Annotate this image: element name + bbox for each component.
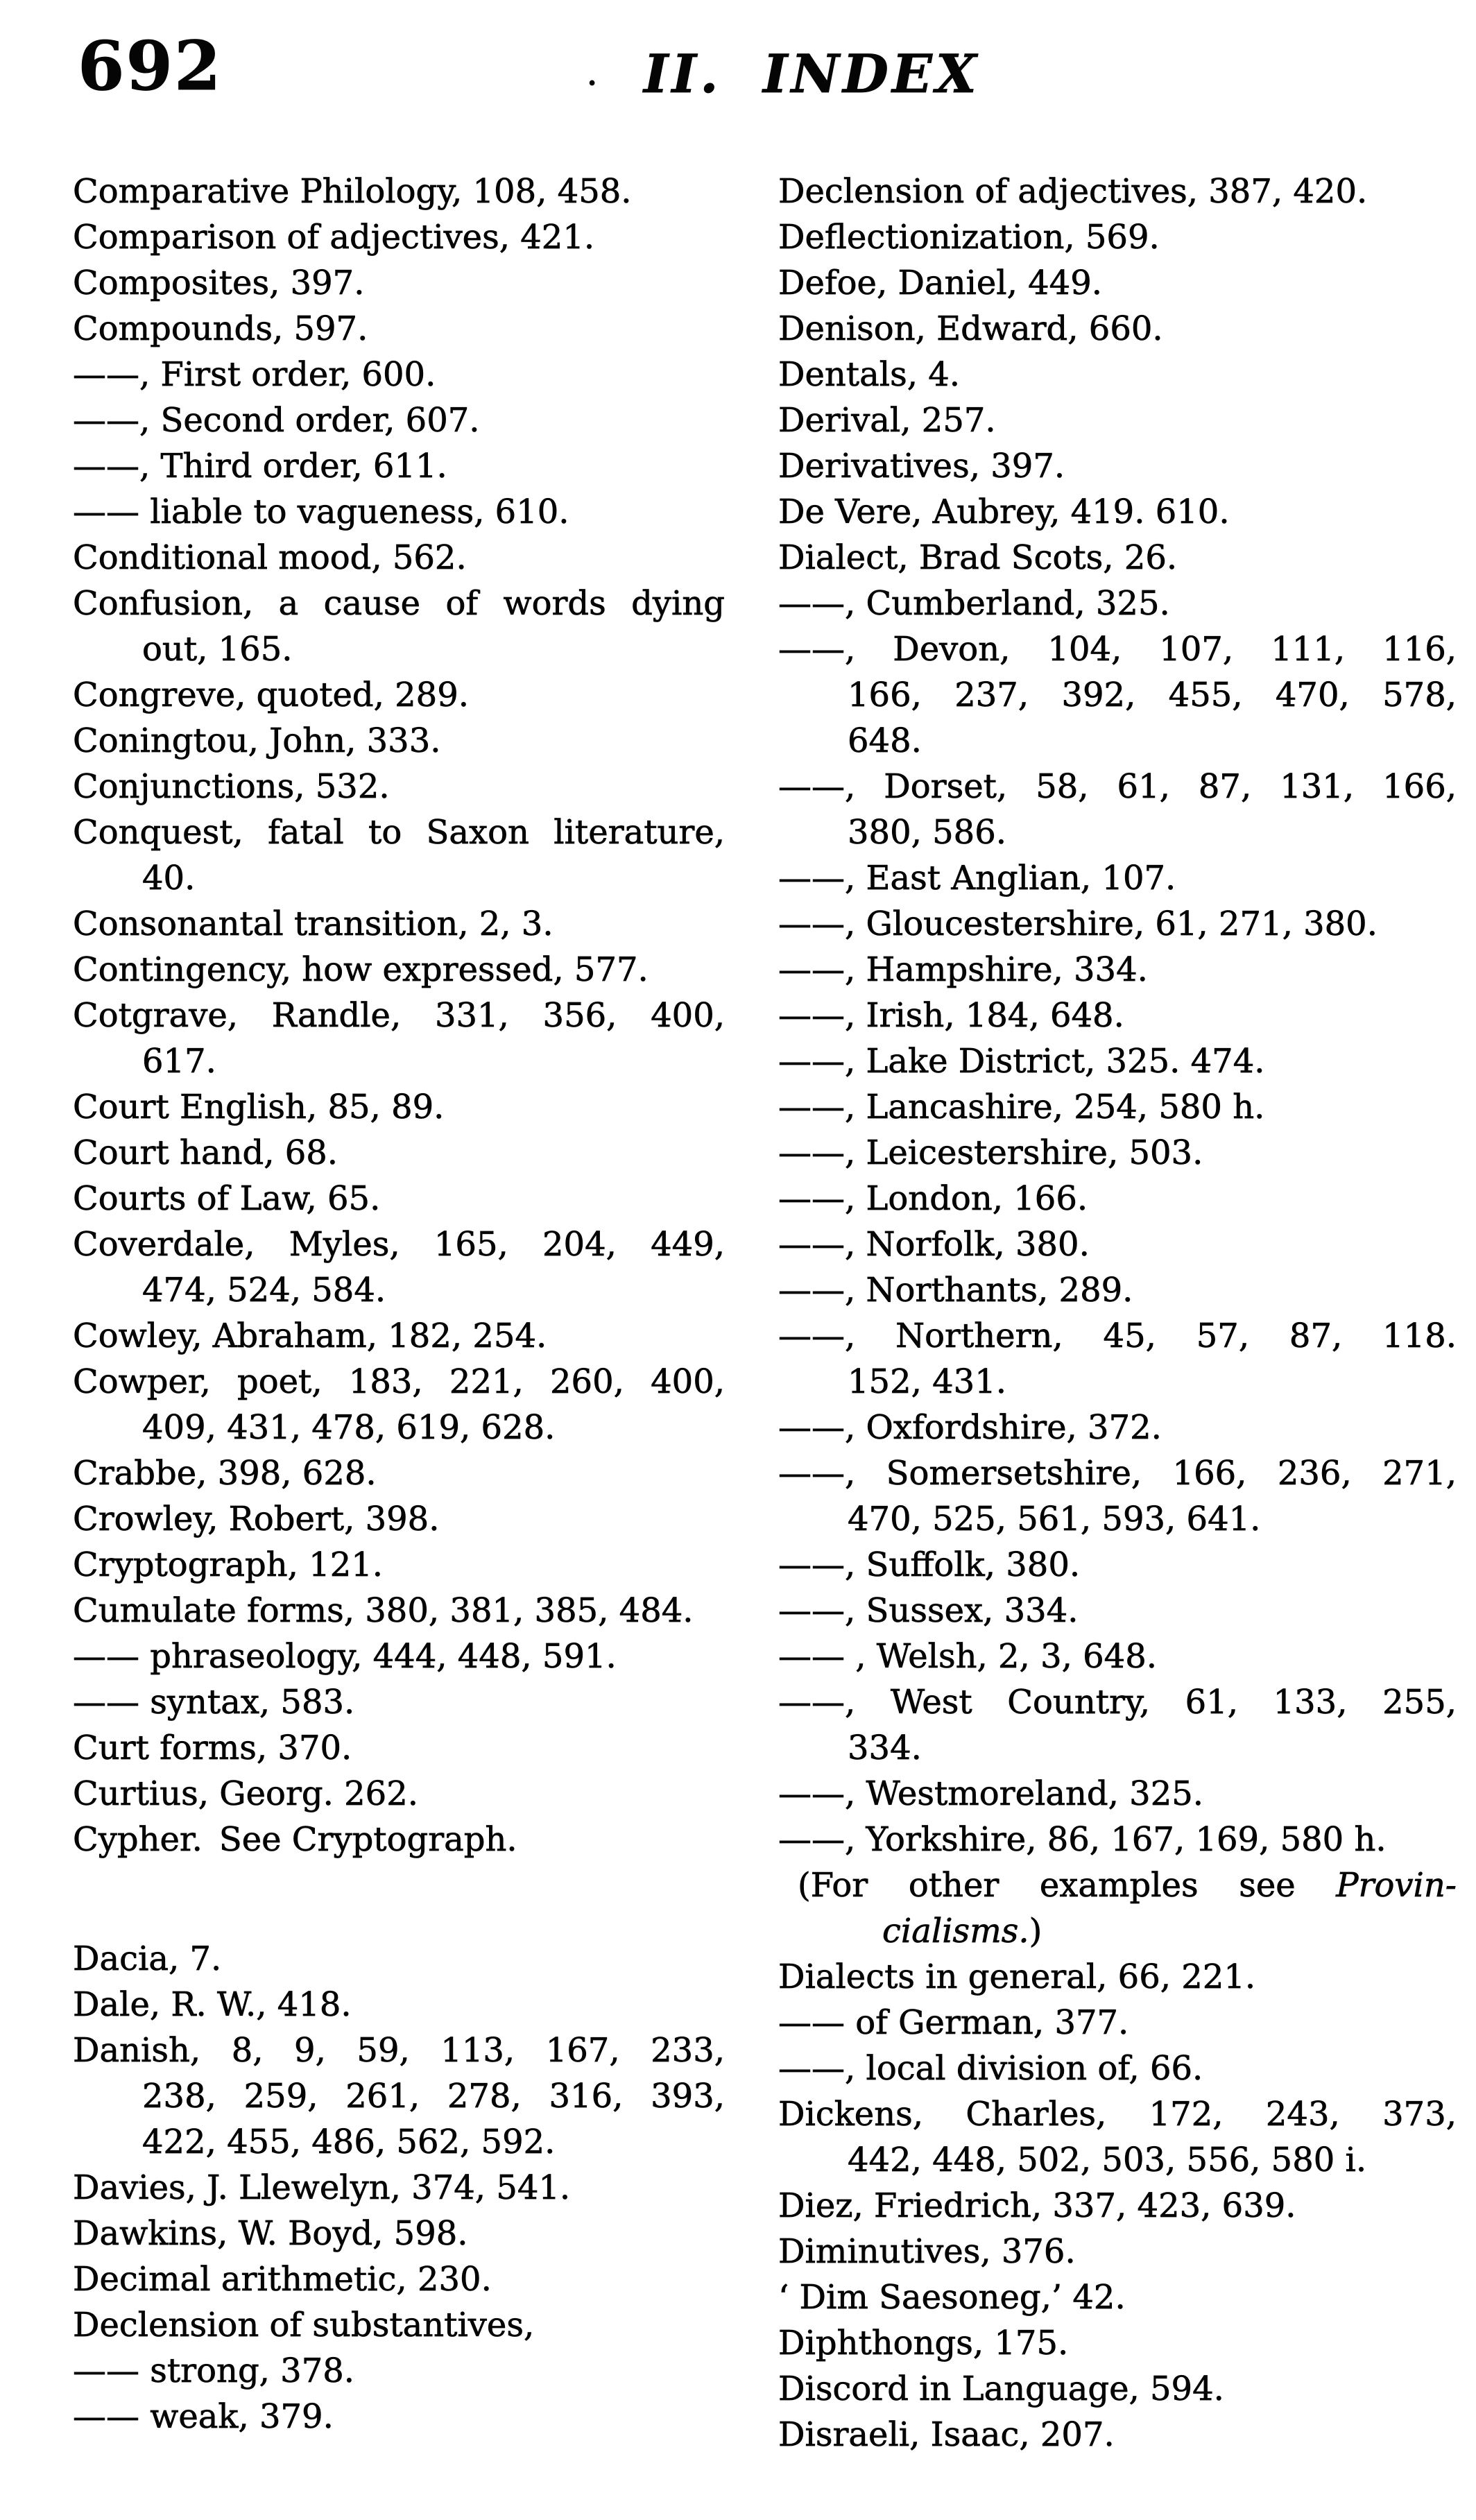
index-entry-line: ——, Westmoreland, 325. [778,1774,1204,1813]
index-entry [778,1771,1457,1817]
index-entry [778,1588,1457,1634]
index-entry-line: Dawkins, W. Boyd, 598. [73,2214,468,2253]
index-entry [778,2366,1457,2412]
index-entry-line: 422, 455, 486, 562, 592. [142,2123,556,2161]
index-entry-line: —— , Welsh, 2, 3, 648. [778,1637,1157,1676]
index-entry-line: Crabbe, 398, 628. [73,1454,377,1493]
index-entry [778,1313,1457,1405]
index-entry [778,1679,1457,1771]
index-entry-line [778,1908,1457,1954]
index-entry-line: Comparison of adjectives, 421. [73,218,595,257]
index-entry [73,352,725,397]
index-entry [778,306,1457,352]
index-entry [73,1634,725,1679]
index-entry-line: Compounds, 597. [73,309,368,348]
index-entry [73,1679,725,1725]
index-entry-line: ——, East Anglian, 107. [778,859,1176,898]
index-entry [778,626,1457,764]
index-entry-line: ——, Northants, 289. [778,1271,1133,1310]
index-entry-line: ——, Cumberland, 325. [778,584,1170,623]
index-entry [73,809,725,901]
index-entry [778,947,1457,993]
index-entry [778,1450,1457,1542]
index-entry-line: —— syntax, 583. [73,1683,355,1722]
index-entry-line: —— phraseology, 444, 448, 591. [73,1637,617,1676]
index-entry [73,1130,725,1176]
index-entry-line: Diphthongs, 175. [778,2324,1069,2363]
index-entry [778,535,1457,581]
index-entry-line: 409, 431, 478, 619, 628. [142,1408,556,1447]
index-entry [73,1313,725,1359]
index-entry [73,2165,725,2211]
index-entry [778,1405,1457,1450]
index-entry-line: ——, Oxfordshire, 372. [778,1408,1162,1447]
index-entry-line: ——, Norfolk, 380. [778,1225,1090,1264]
index-entry-line: 648. [848,721,922,760]
index-entry-line: ——, First order, 600. [73,355,436,394]
index-entry [73,901,725,947]
index-entry-line: Discord in Language, 594. [778,2369,1224,2408]
index-entry-line: Cotgrave, Randle, 331, 356, 400, [73,996,725,1035]
index-entry [778,2091,1457,2183]
index-entry [778,1038,1457,1084]
section-gap [73,1862,725,1936]
index-entry-line: Declension of adjectives, 387, 420. [778,172,1368,211]
italic-cross-reference-text: cialisms. [882,1912,1029,1951]
index-entry-line: Davies, J. Llewelyn, 374, 541. [73,2168,571,2207]
index-entry [778,489,1457,535]
index-entry-line: Denison, Edward, 660. [778,309,1163,348]
index-entry-line: ——, Northern, 45, 57, 87, 118. [778,1317,1457,1355]
index-entry [73,1084,725,1130]
index-entry [73,2394,725,2440]
index-entry-line: ‘ Dim Saesoneg,’ 42. [778,2278,1126,2317]
index-entry [778,1634,1457,1679]
index-entry [73,169,725,214]
index-entry-line: Dialect, Brad Scots, 26. [778,538,1178,577]
index-entry-line: 334. [848,1729,922,1767]
index-entry-line: Curtius, Georg. 262. [73,1774,418,1813]
index-entry-line: ——, Suffolk, 380. [778,1545,1081,1584]
index-entry-line: Cumulate forms, 380, 381, 385, 484. [73,1591,694,1630]
index-entry-line: —— strong, 378. [73,2351,355,2390]
index-entry-line: ——, Gloucestershire, 61, 271, 380. [778,905,1378,943]
index-entry-line: Derival, 257. [778,401,996,440]
index-entry-line: ——, Somersetshire, 166, 236, 271, [778,1454,1457,1493]
index-entry-line: ——, Lake District, 325. 474. [778,1042,1265,1081]
index-entry-line: —— of German, 377. [778,2003,1129,2042]
index-entry [778,2046,1457,2091]
index-entry-line: 40. [142,859,196,898]
index-entry-line: Coningtou, John, 333. [73,721,441,760]
index-entry [778,1954,1457,2000]
index-entry [73,443,725,489]
index-entry [73,1588,725,1634]
index-entry-line: Dentals, 4. [778,355,961,394]
index-entry-line: 617. [142,1042,216,1081]
index-entry-line: Derivatives, 397. [778,447,1065,486]
index-entry-line: Comparative Philology, 108, 458. [73,172,632,211]
index-entry-line: Diminutives, 376. [778,2232,1076,2271]
index-entry-line: ——, Lancashire, 254, 580 h. [778,1088,1265,1126]
index-entry [73,2028,725,2165]
index-entry [73,1450,725,1496]
index-entry [778,260,1457,306]
italic-cross-reference-text: Provin- [1336,1866,1457,1905]
index-column-left [73,169,725,2440]
index-entry-line: ——, Third order, 611. [73,447,447,486]
print-artifact-dot: . [586,50,599,94]
index-entry [778,855,1457,901]
index-entry-line: Dickens, Charles, 172, 243, 373, [778,2095,1457,2134]
index-entry-line: —— weak, 379. [73,2397,334,2436]
index-entry-line: Coverdale, Myles, 165, 204, 449, [73,1225,725,1264]
index-entry-line: Danish, 8, 9, 59, 113, 167, 233, [73,2031,725,2070]
index-entry-line: ——, Dorset, 58, 61, 87, 131, 166, [778,767,1457,806]
index-entry [73,1817,725,1862]
entry-text: (For other examples see [798,1866,1337,1905]
index-entry-line: 470, 525, 561, 593, 641. [848,1500,1261,1538]
index-entry-line: ——, Irish, 184, 648. [778,996,1124,1035]
index-entry [73,260,725,306]
index-entry-line: 474, 524, 584. [142,1271,386,1310]
index-entry [778,1862,1457,1954]
index-entry-line: Curt forms, 370. [73,1729,352,1767]
index-entry-line: ——, Hampshire, 334. [778,950,1148,989]
index-entry-line: Conditional mood, 562. [73,538,467,577]
index-entry [73,489,725,535]
index-entry [778,397,1457,443]
index-entry-line: Consonantal transition, 2, 3. [73,905,554,943]
index-entry [778,764,1457,855]
index-entry-line: Contingency, how expressed, 577. [73,950,649,989]
index-entry-line: ——, Sussex, 334. [778,1591,1079,1630]
index-entry-line: Cowper, poet, 183, 221, 260, 400, [73,1362,725,1401]
index-entry-line: ——, local division of, 66. [778,2049,1203,2088]
index-entry [73,993,725,1084]
index-entry-line: Cypher. See Cryptograph. [73,1820,517,1859]
index-entry-line: 166, 237, 392, 455, 470, 578, [848,676,1457,714]
index-entry-line: Deflectionization, 569. [778,218,1160,257]
index-entry-line: 442, 448, 502, 503, 556, 580 i. [848,2141,1367,2179]
index-entry [73,2256,725,2302]
index-entry [73,947,725,993]
index-entry [73,1982,725,2028]
index-entry [778,2183,1457,2229]
index-entry-line: ——, Leicestershire, 503. [778,1133,1203,1172]
index-entry-line: Diez, Friedrich, 337, 423, 639. [778,2186,1296,2225]
index-entry [73,306,725,352]
index-entry [73,214,725,260]
index-entry-line: 380, 586. [848,813,1007,852]
index-entry-line: Conjunctions, 532. [73,767,390,806]
index-entry [73,1542,725,1588]
page-number: 692 [78,26,223,105]
index-entry-line: Composites, 397. [73,264,365,302]
index-entry [778,2274,1457,2320]
index-entry [778,2320,1457,2366]
index-entry [73,535,725,581]
index-column-right [778,169,1457,2458]
index-entry-line: 152, 431. [848,1362,1007,1401]
index-entry [778,901,1457,947]
index-entry [778,443,1457,489]
index-entry-line: ——, London, 166. [778,1179,1088,1218]
index-entry-line: Courts of Law, 65. [73,1179,381,1218]
index-entry [73,1222,725,1313]
index-entry-line: ——, Devon, 104, 107, 111, 116, [778,630,1457,669]
index-entry [778,214,1457,260]
index-entry [73,581,725,672]
index-entry-line: ——, West Country, 61, 133, 255, [778,1683,1457,1722]
index-entry-line: Crowley, Robert, 398. [73,1500,440,1538]
index-entry [778,1222,1457,1267]
index-entry [778,2229,1457,2274]
index-entry-line [778,1862,1457,1908]
index-entry-line: Declension of substantives, [73,2306,535,2345]
index-entry-line: ——, Yorkshire, 86, 167, 169, 580 h. [778,1820,1387,1859]
index-entry-line: Court English, 85, 89. [73,1088,445,1126]
index-entry [73,672,725,718]
index-entry-line: Confusion, a cause of words dying [73,584,725,623]
index-entry-line: Dacia, 7. [73,1939,222,1978]
index-entry [73,2348,725,2394]
page-header-title: II. INDEX [644,43,980,105]
index-entry-line: Dale, R. W., 418. [73,1985,352,2024]
index-entry [778,1130,1457,1176]
index-entry [778,2412,1457,2458]
index-entry [778,1176,1457,1222]
index-entry [73,718,725,764]
index-entry [73,1936,725,1982]
index-entry-line: —— liable to vagueness, 610. [73,492,569,531]
index-entry [73,397,725,443]
index-entry [778,993,1457,1038]
index-entry-line: ——, Second order, 607. [73,401,480,440]
index-entry [73,1176,725,1222]
index-entry [778,1817,1457,1862]
index-entry [778,352,1457,397]
index-entry [73,1725,725,1771]
index-entry-line: Conquest, fatal to Saxon literature, [73,813,725,852]
index-entry [778,581,1457,626]
index-entry [778,1267,1457,1313]
index-entry [778,2000,1457,2046]
index-entry [73,764,725,809]
index-entry-line: Cryptograph, 121. [73,1545,384,1584]
index-entry [778,169,1457,214]
index-entry-line: De Vere, Aubrey, 419. 610. [778,492,1230,531]
entry-text: ) [1029,1912,1042,1951]
index-entry [778,1084,1457,1130]
index-entry-line: 238, 259, 261, 278, 316, 393, [142,2077,725,2116]
index-entry-line: Court hand, 68. [73,1133,338,1172]
index-entry-line: Dialects in general, 66, 221. [778,1957,1256,1996]
index-entry-line: Congreve, quoted, 289. [73,676,470,714]
index-entry-line: Disraeli, Isaac, 207. [778,2415,1115,2454]
index-entry-line: Defoe, Daniel, 449. [778,264,1102,302]
index-entry-line: out, 165. [142,630,293,669]
index-entry-line: Cowley, Abraham, 182, 254. [73,1317,547,1355]
index-entry [73,1771,725,1817]
index-entry [73,1359,725,1450]
index-entry [73,2302,725,2348]
index-entry [778,1542,1457,1588]
index-entry [73,2211,725,2256]
index-entry-line: Decimal arithmetic, 230. [73,2260,492,2299]
index-entry [73,1496,725,1542]
